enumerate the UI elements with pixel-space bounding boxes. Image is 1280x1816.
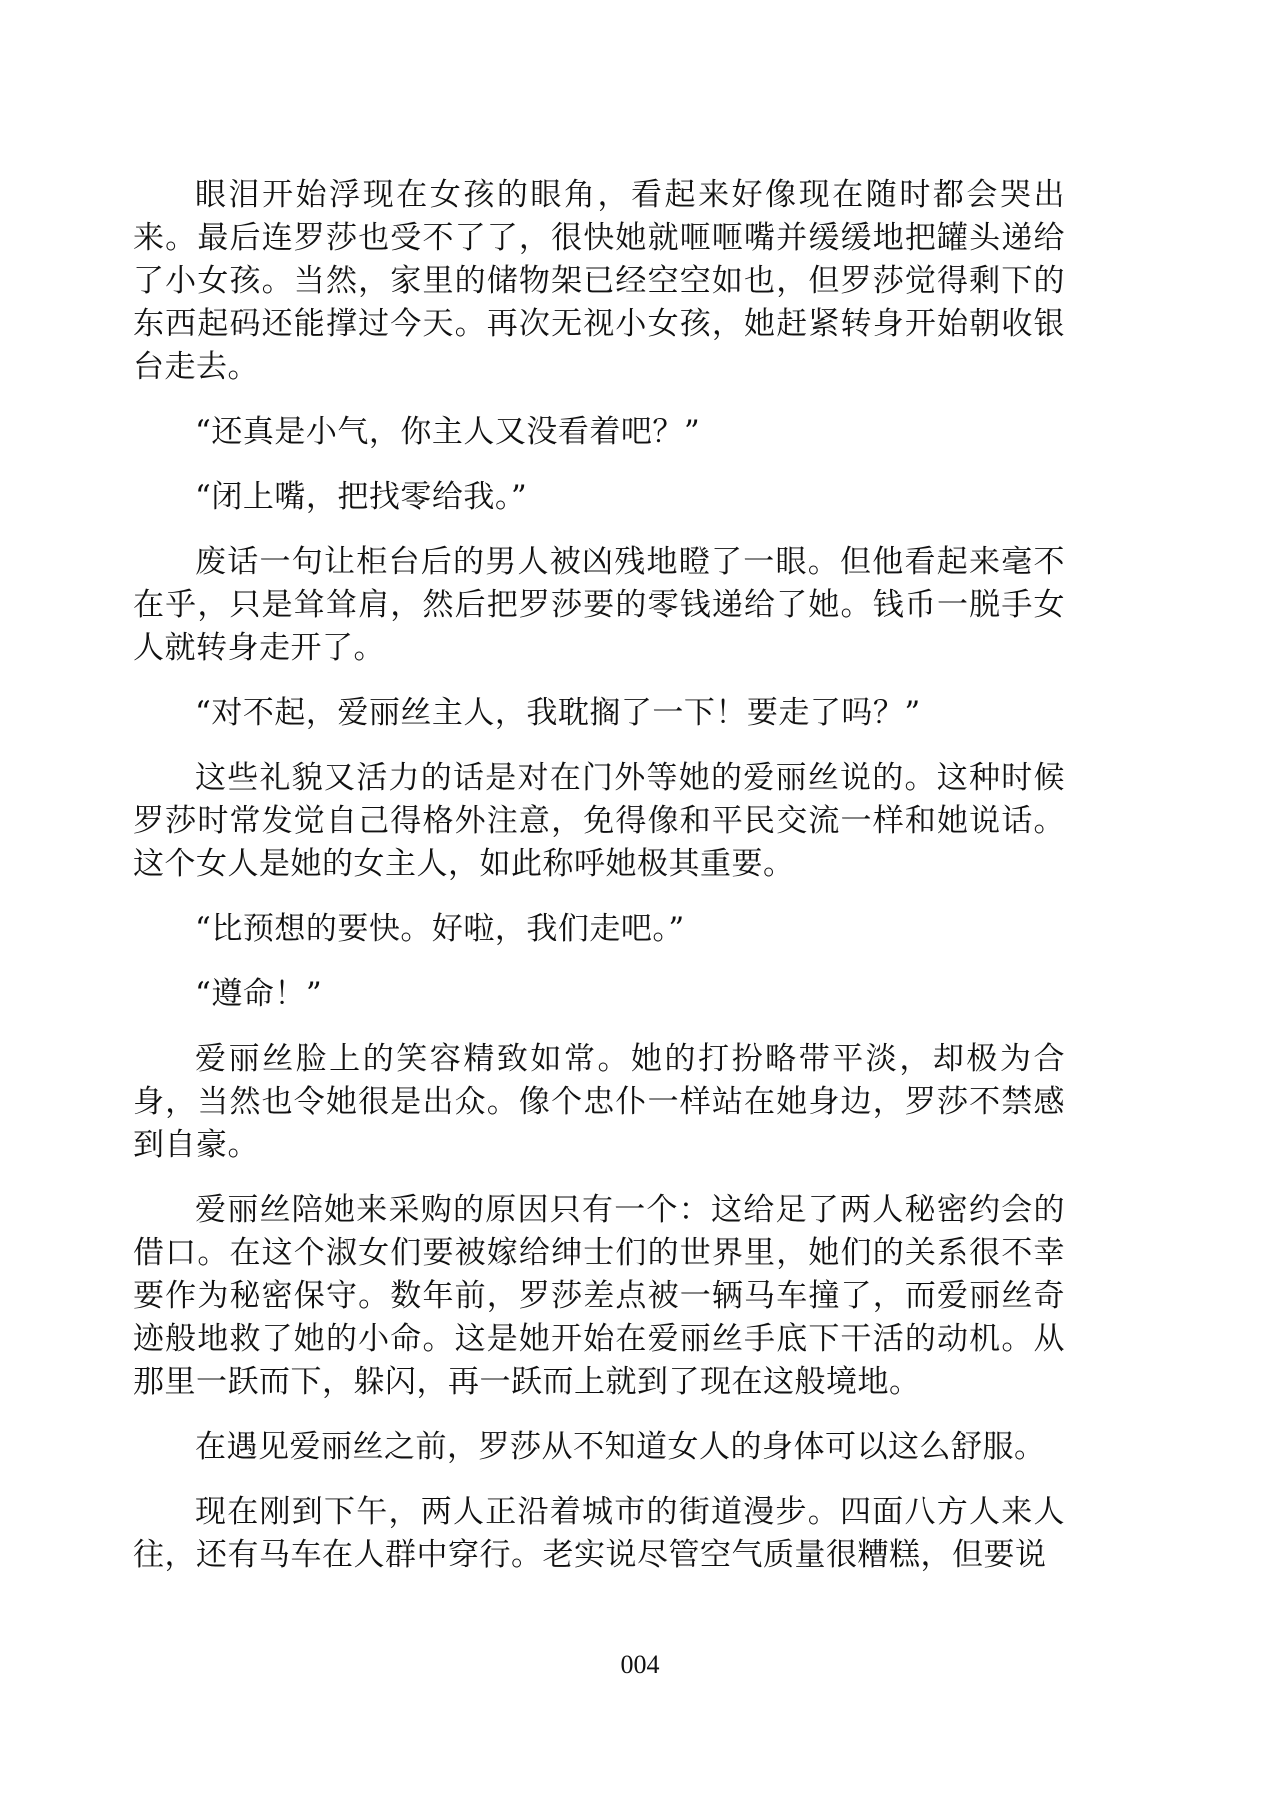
dialogue-line: “遵命！” bbox=[195, 976, 323, 1012]
dialogue-line: “闭上嘴，把找零给我。” bbox=[195, 479, 528, 515]
paragraph: 爱丽丝脸上的笑容精致如常。她的打扮略带平淡，却极为合身，当然也令她很是出众。像个忠仆一样站在她身边，罗莎不禁感到自豪。 bbox=[133, 1041, 1065, 1163]
dialogue-line: “比预想的要快。好啦，我们走吧。” bbox=[195, 911, 685, 947]
dialogue-line: “对不起，爱丽丝主人，我耽搁了一下！要走了吗？” bbox=[195, 695, 921, 731]
paragraph: 废话一句让柜台后的男人被凶残地瞪了一眼。但他看起来毫不在乎，只是耸耸肩，然后把罗莎要的零钱递给了她。钱币一脱手女人就转身走开了。 bbox=[133, 544, 1065, 666]
paragraph: 现在刚到下午，两人正沿着城市的街道漫步。四面八方人来人往，还有马车在人群中穿行。老实说尽管空气质量很糟糕，但要说 bbox=[133, 1494, 1065, 1573]
paragraph: 爱丽丝陪她来采购的原因只有一个：这给足了两人秘密约会的借口。在这个淑女们要被嫁给绅士们的世界里，她们的关系很不幸要作为秘密保守。数年前，罗莎差点被一辆马车撞了，而爱丽丝奇迹般地救了她的小命。这是她开始在爱丽丝手底下干活的动机。从那里一跃而下，躲闪，再一跃而上就到了现在这般境地。 bbox=[133, 1192, 1065, 1400]
paragraph: 这些礼貌又活力的话是对在门外等她的爱丽丝说的。这种时候罗莎时常发觉自己得格外注意，免得像和平民交流一样和她说话。这个女人是她的女主人，如此称呼她极其重要。 bbox=[133, 760, 1065, 882]
page-number: 004 bbox=[620, 1650, 660, 1679]
paragraph: 在遇见爱丽丝之前，罗莎从不知道女人的身体可以这么舒服。 bbox=[195, 1429, 1046, 1465]
paragraph: 眼泪开始浮现在女孩的眼角，看起来好像现在随时都会哭出来。最后连罗莎也受不了了，很快她就咂咂嘴并缓缓地把罐头递给了小女孩。当然，家里的储物架已经空空如也，但罗莎觉得剩下的东西起码还能撑过今天。再次无视小女孩，她赶紧转身开始朝收银台走去。 bbox=[133, 177, 1065, 385]
page-body bbox=[133, 174, 1065, 1599]
dialogue-line: “还真是小气，你主人又没看着吧？” bbox=[195, 414, 701, 450]
